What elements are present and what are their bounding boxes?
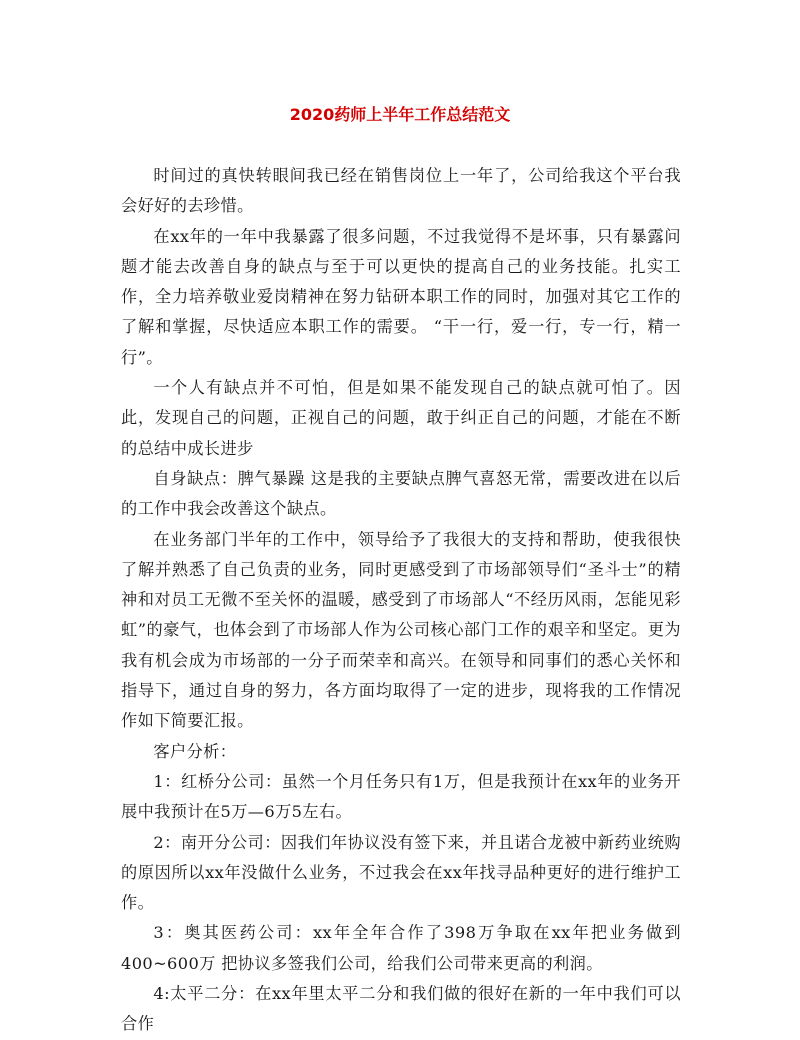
paragraph-customer-analysis-heading: 客户分析： (153, 741, 237, 761)
paragraph-department-work: 在业务部门半年的工作中，领导给予了我很大的支持和帮助，使我很快了解并熟悉了自己负责的业务，同时更感受到了市场部领导们“圣斗士”的精神和对员工无微不至关怀的温暖，感受到了市场部人“不经历风雨，怎能见彩虹”的豪气，也体会到了市场部人作为公司核心部门工作的艰辛和坚定。更为我有机会成为市场部的一分子而荣幸和高兴。在领导和同事们的悉心关怀和指导下，通过自身的努力，各方面均取得了一定的进步，现将我的工作情况作如下简要汇报。 (121, 529, 681, 731)
paragraph-client-1: 1：红桥分公司：虽然一个月任务只有1万，但是我预计在xx年的业务开展中我预计在5万—6万5左右。 (121, 771, 681, 822)
paragraph-client-2: 2：南开分公司：因我们年协议没有签下来，并且诺合龙被中新药业统购的原因所以xx年没做什么业务，不过我会在xx年找寻品种更好的进行维护工作。 (121, 832, 681, 913)
document-title: 2020药师上半年工作总结范文 (289, 105, 511, 124)
paragraph-shortcomings: 一个人有缺点并不可怕，但是如果不能发现自己的缺点就可怕了。因此，发现自己的问题，正视自己的问题，敢于纠正自己的问题，才能在不断的总结中成长进步 (121, 378, 681, 458)
paragraph-problems: 在xx年的一年中我暴露了很多问题，不过我觉得不是坏事，只有暴露问题才能去改善自身的缺点与至于可以更快的提高自己的业务技能。扎实工作，全力培养敬业爱岗精神在努力钻研本职工作的同时，加强对其它工作的了解和掌握，尽快适应本职工作的需要。 “干一行，爱一行，专一行，精一行”。 (121, 226, 681, 367)
paragraph-intro: 时间过的真快转眼间我已经在销售岗位上一年了，公司给我这个平台我会好好的去珍惜。 (121, 166, 681, 216)
paragraph-client-3: 3：奥其医药公司：xx年全年合作了398万争取在xx年把业务做到400~600万 把协议多签我们公司，给我们公司带来更高的利润。 (121, 923, 681, 973)
document-body (121, 161, 681, 1040)
paragraph-self-weakness: 自身缺点：脾气暴躁 这是我的主要缺点脾气喜怒无常，需要改进在以后的工作中我会改善这个缺点。 (121, 468, 681, 519)
paragraph-client-4: 4:太平二分：在xx年里太平二分和我们做的很好在新的一年中我们可以合作 (121, 984, 681, 1034)
